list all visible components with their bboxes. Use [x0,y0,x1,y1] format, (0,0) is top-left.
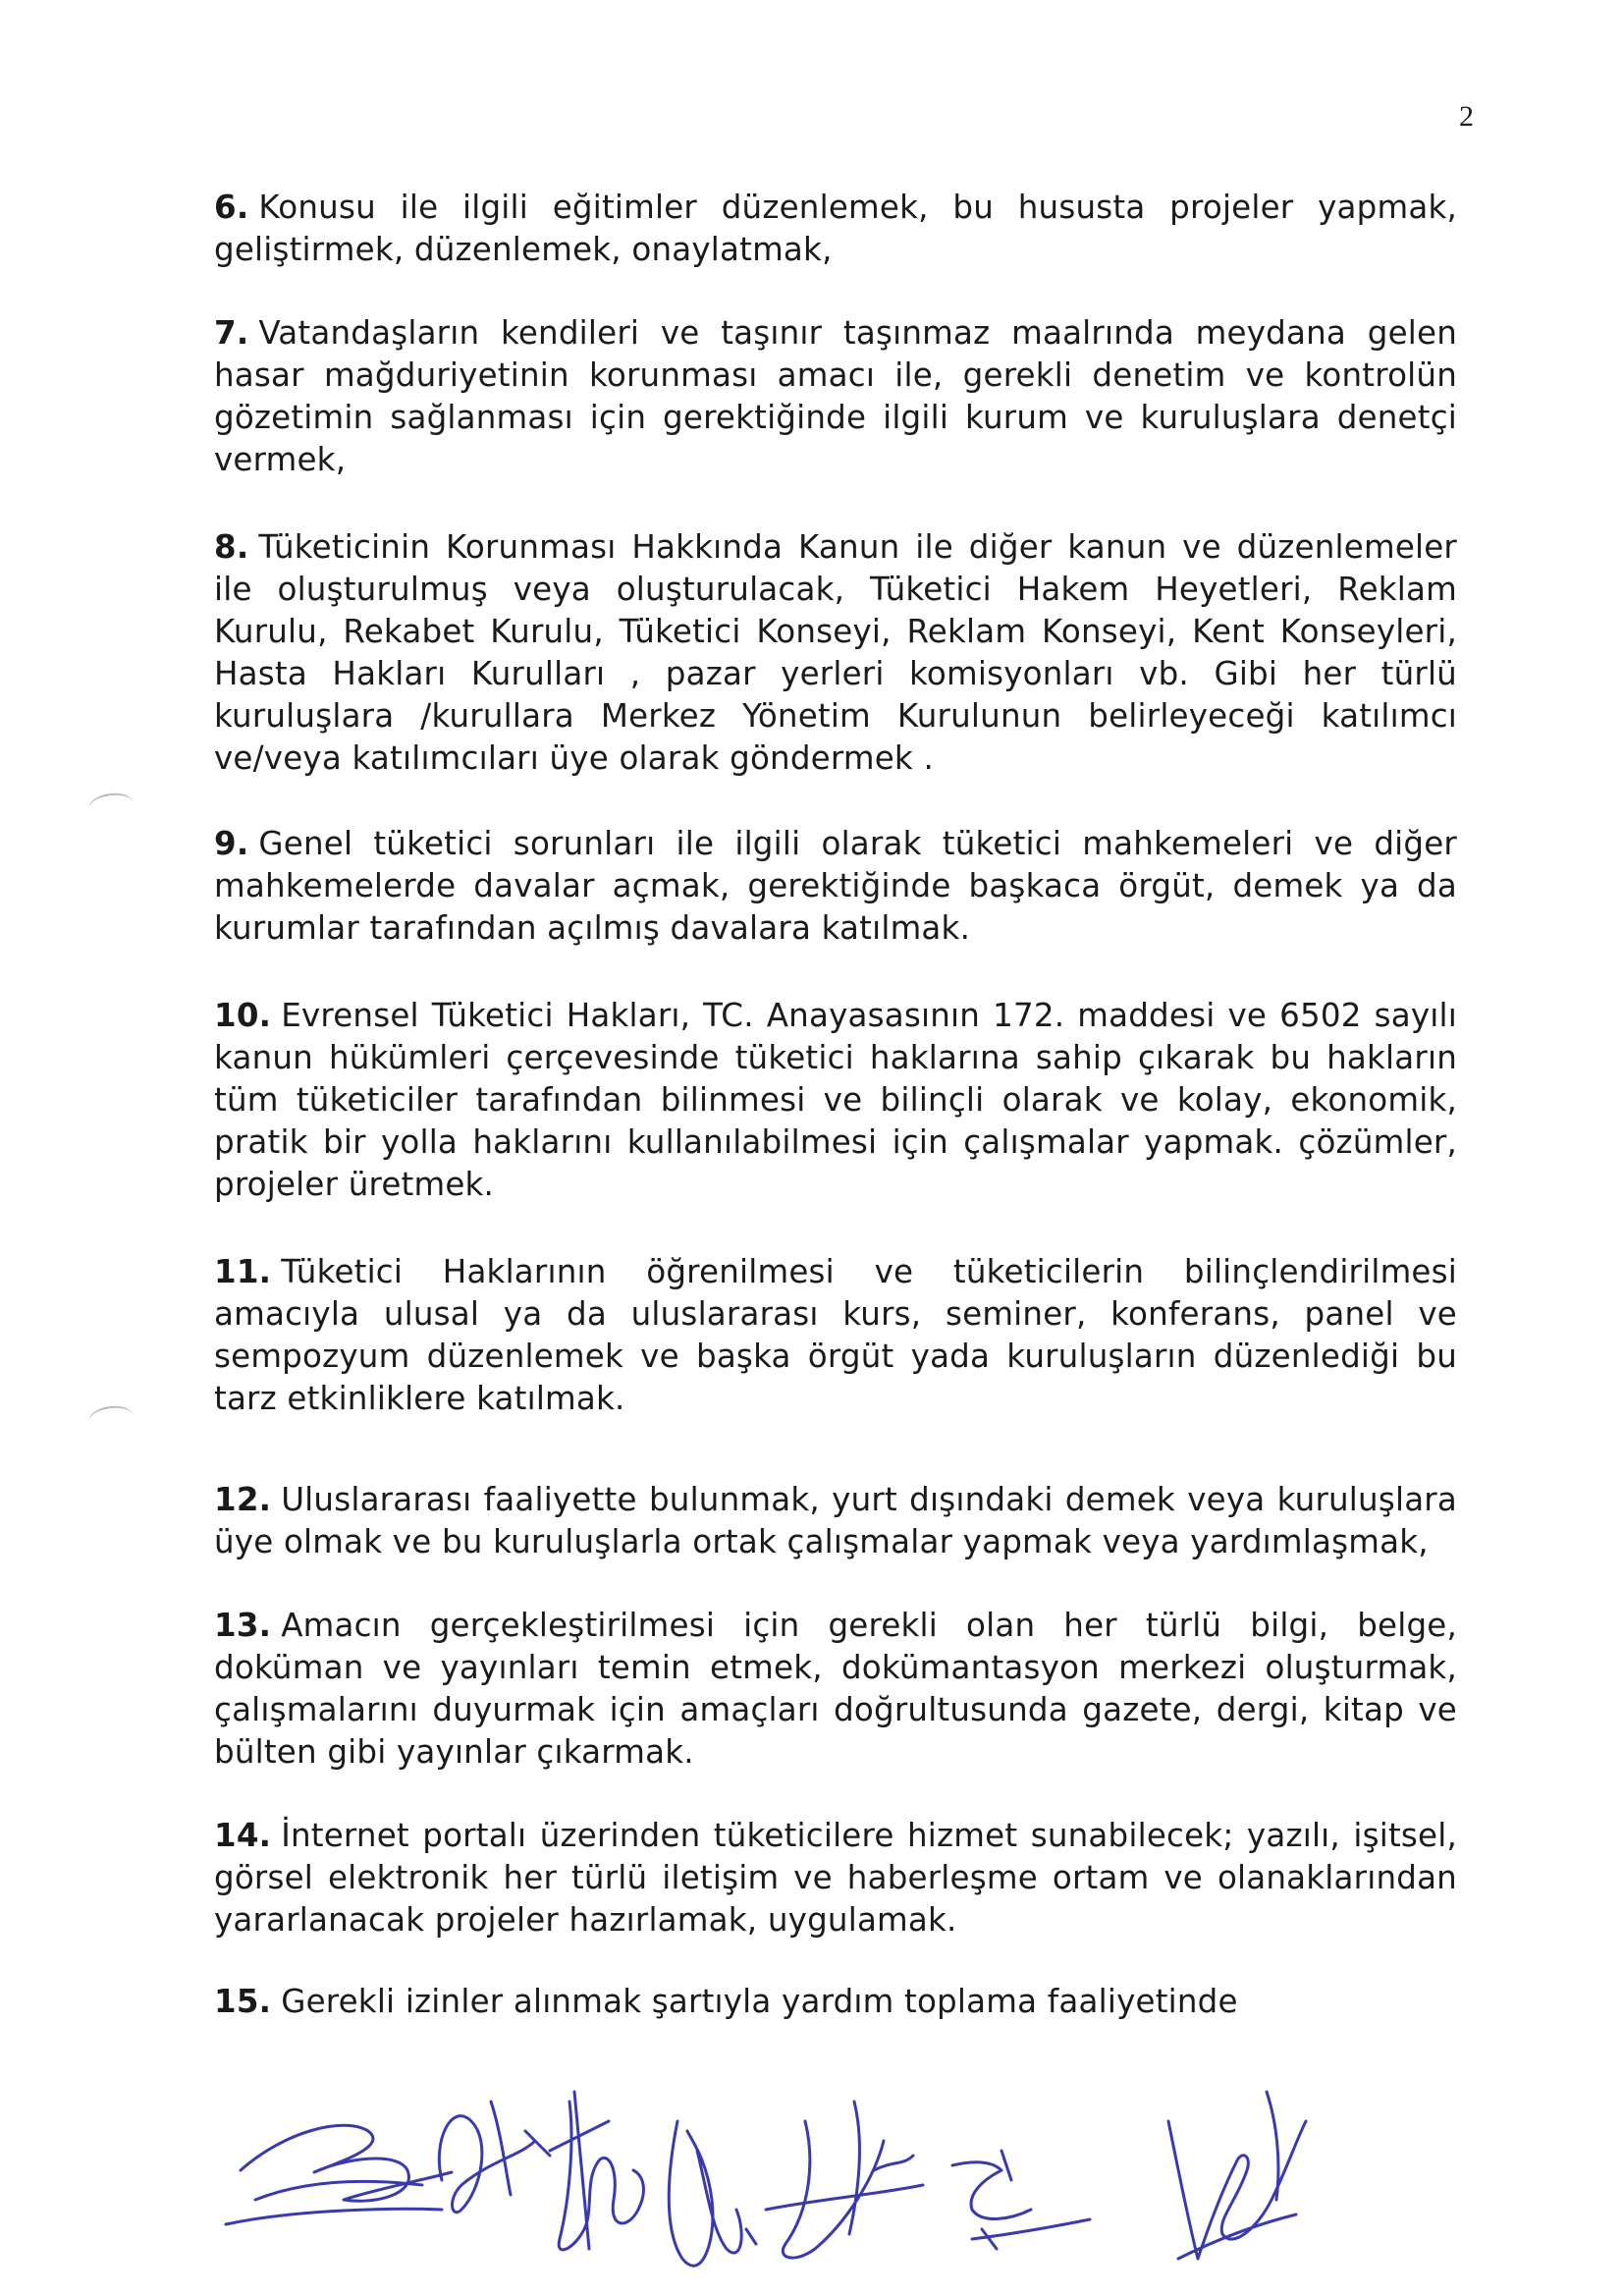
item-number: 13. [214,1607,272,1644]
item-number: 12. [214,1481,272,1518]
item-text: Uluslararası faaliyette bulunmak, yurt dışındaki demek veya kuruluşlara üye olmak ve bu kuruluşlarla ortak çalışmalar yapmak veya yardımlaşmak, [214,1481,1457,1560]
page-number: 2 [1459,100,1474,133]
item-number: 10. [214,997,272,1034]
list-item [214,1605,1457,1774]
item-text: Gerekli izinler alınmak şartıyla yardım toplama faaliyetinde [281,1983,1238,2020]
item-number: 14. [214,1817,272,1854]
item-number: 9. [214,825,249,862]
item-text: Tüketici Haklarının öğrenilmesi ve tüketicilerin bilinçlendirilmesi amacıyla ulusal ya da uluslararası kurs, seminer, konferans, panel ve sempozyum düzenlemek ve başka örgüt yada kuruluşların düzenlediği bu tarz etkinliklere katılmak. [214,1253,1457,1417]
item-text: Vatandaşların kendileri ve taşınır taşınmaz maalrında meydana gelen hasar mağduriyetinin korunması amacı ile, gerekli denetim ve kontrolün gözetimin sağlanması için gerektiğinde ilgili kurum ve kuruluşlara denetçi vermek, [214,314,1457,478]
list-item [214,1251,1457,1420]
article-list [214,187,1457,2023]
signature [766,2102,923,2258]
item-text: Amacın gerçekleştirilmesi için gerekli olan her türlü bilgi, belge, doküman ve yayınları temin etmek, dokümantasyon merkezi oluşturmak, çalışmalarını duyurmak için amaçları doğrultusunda gazete, dergi, kitap ve bülten gibi yayınlar çıkarmak. [214,1607,1457,1771]
item-text: Konusu ile ilgili eğitimler düzenlemek, bu hususta projeler yapmak, geliştirmek, düzenlemek, onaylatmak, [214,189,1457,268]
signature [439,2102,550,2213]
item-text: Evrensel Tüketici Hakları, TC. Anayasasının 172. maddesi ve 6502 sayılı kanun hükümleri çerçevesinde tüketici haklarına sahip çıkarak bu hakların tüm tüketiciler tarafından bilinmesi ve bilinçli olarak ve kolay, ekonomik, pratik bir yolla haklarını kullanılabilmesi için çalışmalar yapmak. çözümler, projeler üretmek. [214,997,1457,1203]
signature [952,2151,1090,2249]
list-item [214,823,1457,950]
list-item [214,1815,1457,1941]
item-number: 6. [214,189,249,226]
punch-hole-mark [86,1403,135,1435]
signature [550,2092,643,2250]
item-number: 15. [214,1983,272,2020]
list-item [214,526,1457,780]
item-number: 8. [214,528,249,566]
item-text: İnternet portalı üzerinden tüketicilere hizmet sunabilecek; yazılı, işitsel, görsel elektronik her türlü iletişim ve haberleşme ortam ve olanaklarından yararlanacak projeler hazırlamak, uygulamak. [214,1817,1457,1939]
signature [1168,2092,1306,2259]
list-item [214,1479,1457,1563]
item-number: 7. [214,314,249,352]
list-item [214,1981,1457,2023]
item-text: Tüketicinin Korunması Hakkında Kanun ile diğer kanun ve düzenlemeler ile oluşturulmuş veya oluşturulacak, Tüketici Hakem Heyetleri, Reklam Kurulu, Rekabet Kurulu, Tüketici Konseyi, Reklam Konseyi, Kent Konseyleri, Hasta Hakları Kurulları , pazar yerleri komisyonları vb. Gibi her türlü kuruluşlara /kurullara Merkez Yönetim Kurulunun belirleyeceği katılımcı ve/veya katılımcıları üye olarak göndermek . [214,528,1457,777]
signature [669,2121,756,2266]
list-item [214,312,1457,481]
list-item [214,187,1457,271]
signature [226,2125,452,2224]
item-text: Genel tüketici sorunları ile ilgili olarak tüketici mahkemeleri ve diğer mahkemelerde davalar açmak, gerektiğinde başkaca örgüt, demek ya da kurumlar tarafından açılmış davalara katılmak. [214,825,1457,947]
item-number: 11. [214,1253,272,1290]
punch-hole-mark [86,791,135,822]
signature-row [196,2062,1473,2288]
list-item [214,995,1457,1206]
